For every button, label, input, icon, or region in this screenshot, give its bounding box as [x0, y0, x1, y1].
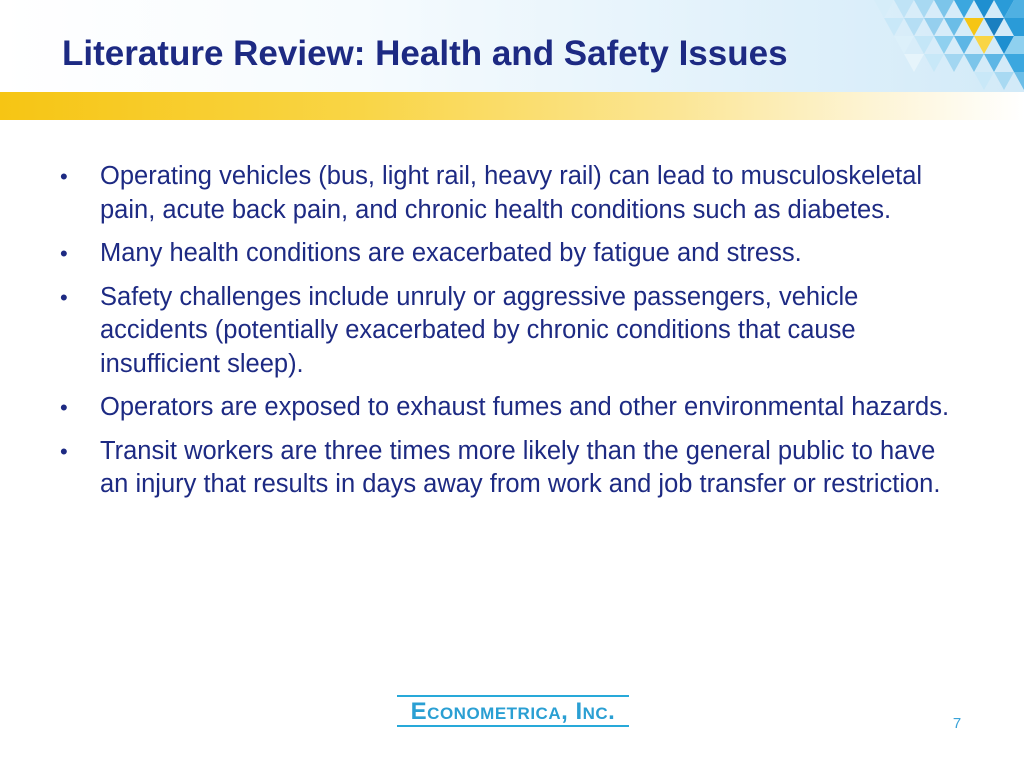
- triangle-mosaic-icon: [844, 0, 1024, 92]
- bullet-icon: •: [60, 438, 68, 464]
- bullet-text: Safety challenges include unruly or aggressive passengers, vehicle accidents (potentially exacerbated by chronic conditions that cause insufficient sleep).: [100, 282, 859, 378]
- bullet-text: Operators are exposed to exhaust fumes and other environmental hazards.: [100, 393, 950, 421]
- slide-title: Literature Review: Health and Safety Issues: [62, 34, 788, 73]
- bullet-icon: •: [60, 284, 68, 310]
- bullet-icon: •: [60, 164, 68, 189]
- logo-rule-top: [397, 695, 629, 697]
- gold-accent-band: [0, 92, 1024, 120]
- company-logo: [397, 692, 629, 730]
- bullet-item: [60, 237, 960, 271]
- bullet-item: [60, 281, 960, 382]
- bullet-item: [60, 391, 960, 425]
- bullet-icon: •: [60, 395, 68, 420]
- bullet-text: Many health conditions are exacerbated by fatigue and stress.: [100, 239, 802, 267]
- bullet-item: [60, 435, 960, 502]
- page-number: 7: [952, 715, 962, 732]
- logo-rule-bottom: [397, 725, 629, 727]
- bullet-text: Transit workers are three times more likely than the general public to have an injury that results in days away from work and job transfer or restriction.: [100, 436, 941, 498]
- bullet-list: [60, 160, 960, 512]
- logo-text: Econometrica, Inc.: [410, 698, 616, 725]
- bullet-text: Operating vehicles (bus, light rail, heavy rail) can lead to musculoskeletal pain, acute back pain, and chronic health conditions such as diabetes.: [100, 162, 923, 224]
- bullet-item: [60, 160, 960, 227]
- bullet-icon: •: [60, 241, 68, 266]
